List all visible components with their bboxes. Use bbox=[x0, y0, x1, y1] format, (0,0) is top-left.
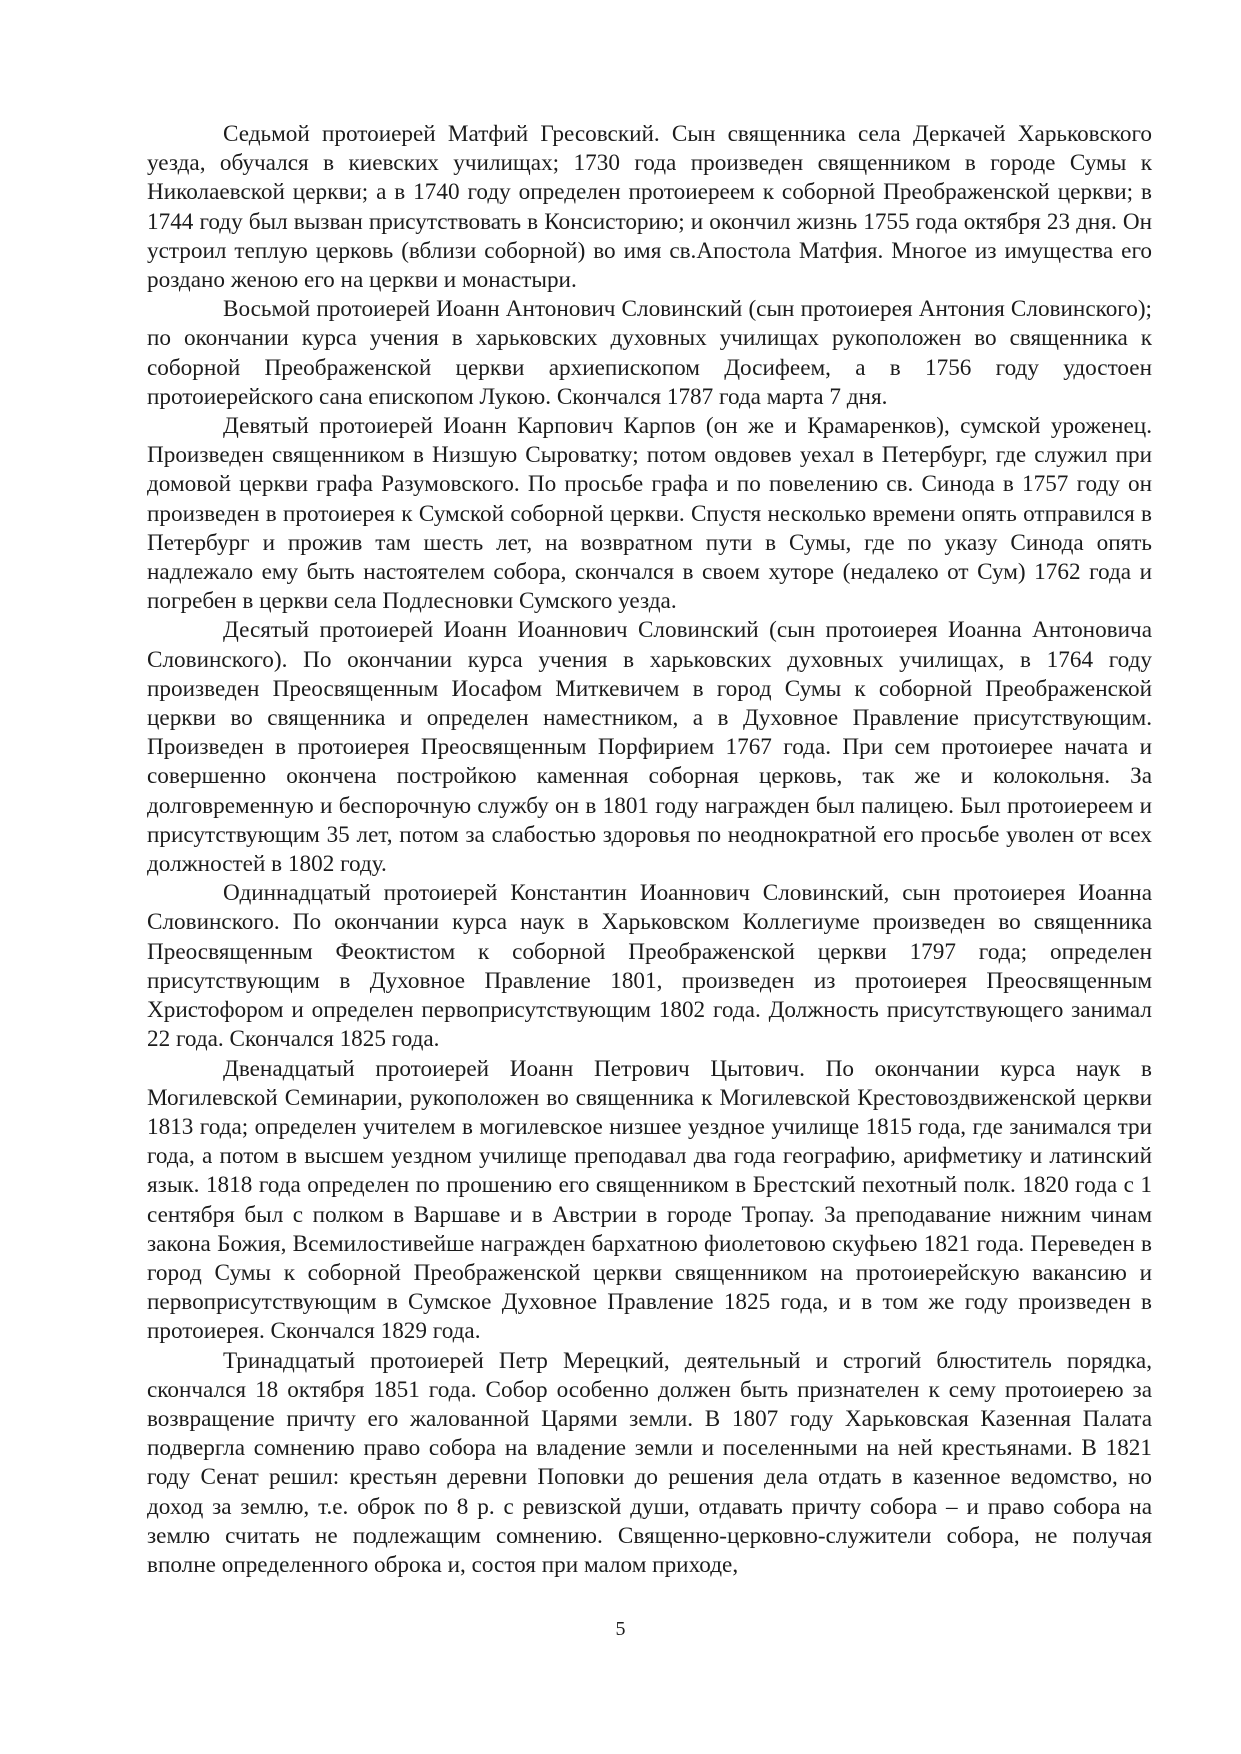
paragraph-ninth-archpriest: Девятый протоиерей Иоанн Карпович Карпов (он же и Крамаренков), сумской уроженец. Произведен священником в Низшую Сыроватку; потом овдовев уехал в Петербург, где служил при домовой церкви графа Разумовского. По просьбе графа и по повелению св. Синода в 1757 году он произведен в протоиерея к Сумской соборной церкви. Спустя несколько времени опять отправился в Петербург и прожив там шесть лет, на возвратном пути в Сумы, где по указу Синода опять надлежало ему быть настоятелем собора, скончался в своем хуторе (недалеко от Сум) 1762 года и погребен в церкви села Подлесновки Сумского уезда. bbox=[147, 413, 1152, 615]
paragraph-tenth-archpriest: Десятый протоиерей Иоанн Иоаннович Словинский (сын протоиерея Иоанна Антоновича Словинского). По окончании курса учения в харьковских духовных училищах, в 1764 году произведен Преосвященным Иосафом Миткевичем в город Сумы к соборной Преображенской церкви во священника и определен наместником, а в Духовное Правление присутствующим. Произведен в протоиерея Преосвященным Порфирием 1767 года. При сем протоиерее начата и совершенно окончена постройкою каменная соборная церковь, так же и колокольня. За долговременную и беспорочную службу он в 1801 году награжден был палицею. Был протоиереем и присутствующим 35 лет, потом за слабостью здоровья по неоднократной его просьбе уволен от всех должностей в 1802 году. bbox=[147, 617, 1152, 878]
paragraph-thirteenth-archpriest: Тринадцатый протоиерей Петр Мерецкий, деятельный и строгий блюститель порядка, скончался 18 октября 1851 года. Собор особенно должен быть признателен к сему протоиерею за возвращение причту его жалованной Царями земли. В 1807 году Харьковская Казенная Палата подвергла сомнению право собора на владение земли и поселенными на ней крестьянами. В 1821 году Сенат решил: крестьян деревни Поповки до решения дела отдать в казенное ведомство, но доход за землю, т.е. оброк по 8 р. с ревизской души, отдавать причту собора – и право собора на землю считать не подлежащим сомнению. Священно-церковно-служители собора, не получая вполне определенного оброка и, состоя при малом приходе, bbox=[147, 1347, 1152, 1578]
paragraph-eighth-archpriest: Восьмой протоиерей Иоанн Антонович Словинский (сын протоиерея Антония Словинского); по окончании курса учения в харьковских духовных училищах рукоположен во священника к соборной Преображенской церкви архиепископом Досифеем, а в 1756 году удостоен протоиерейского сана епископом Лукою. Скончался 1787 года марта 7 дня. bbox=[147, 296, 1152, 410]
paragraph-eleventh-archpriest: Одиннадцатый протоиерей Константин Иоаннович Словинский, сын протоиерея Иоанна Словинского. По окончании курса наук в Харьковском Коллегиуме произведен во священника Преосвященным Феоктистом к соборной Преображенской церкви 1797 года; определен присутствующим в Духовное Правление 1801, произведен из протоиерея Преосвященным Христофором и определен первоприсутствующим 1802 года. Должность присутствующего занимал 22 года. Скончался 1825 года. bbox=[147, 880, 1152, 1053]
paragraph-seventh-archpriest: Седьмой протоиерей Матфий Гресовский. Сын священника села Деркачей Харьковского уезда, обучался в киевских училищах; 1730 года произведен священником в городе Сумы к Николаевской церкви; а в 1740 году определен протоиереем к соборной Преображенской церкви; в 1744 году был вызван присутствовать в Консисторию; и окончил жизнь 1755 года октября 23 дня. Он устроил теплую церковь (вблизи соборной) во имя св.Апостола Матфия. Многое из имущества его роздано женою его на церкви и монастыри. bbox=[147, 121, 1152, 294]
document-body bbox=[147, 120, 1152, 1580]
page-number: 5 bbox=[615, 1618, 626, 1640]
paragraph-twelfth-archpriest: Двенадцатый протоиерей Иоанн Петрович Цытович. По окончании курса наук в Могилевской Семинарии, рукоположен во священника к Могилевской Крестовоздвиженской церкви 1813 года; определен учителем в могилевское низшее уездное училище 1815 года, где занимался три года, а потом в высшем уездном училище преподавал два года географию, арифметику и латинский язык. 1818 года определен по прошению его священником в Брестский пехотный полк. 1820 года с 1 сентября был с полком в Варшаве и в Австрии в городе Тропау. За преподавание нижним чинам закона Божия, Всемилостивейше награжден бархатною фиолетовою скуфьею 1821 года. Переведен в город Сумы к соборной Преображенской церкви священником на протоиерейскую вакансию и первоприсутствующим в Сумское Духовное Правление 1825 года, и в том же году произведен в протоиерея. Скончался 1829 года. bbox=[147, 1055, 1152, 1345]
